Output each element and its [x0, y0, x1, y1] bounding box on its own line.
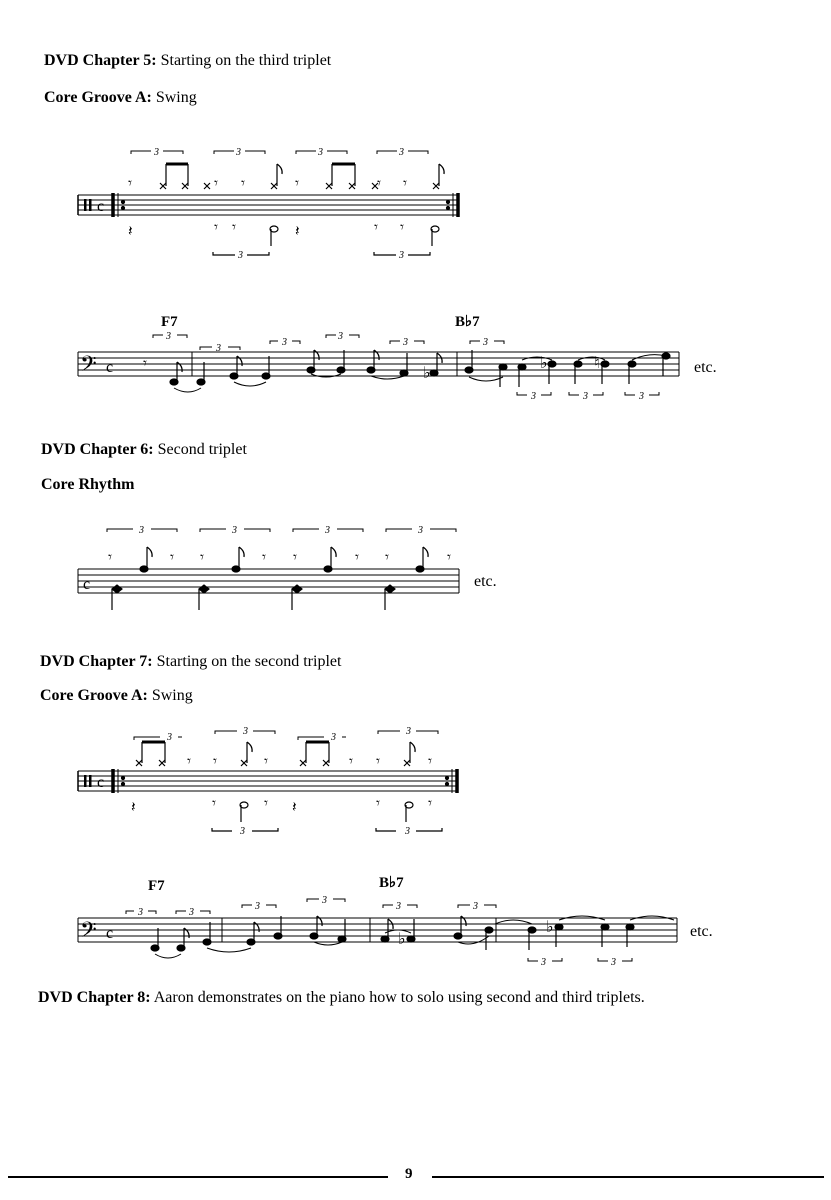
svg-text:𝄽: 𝄽: [128, 222, 133, 240]
etc-1: etc.: [694, 359, 717, 376]
svg-text:3: 3: [236, 147, 241, 158]
svg-text:3: 3: [166, 331, 171, 342]
common-time-4: c: [97, 774, 105, 791]
svg-text:♮: ♮: [594, 355, 600, 372]
bass-notes-2: [151, 916, 634, 951]
svg-text:3: 3: [405, 826, 410, 837]
svg-text:3: 3: [216, 343, 221, 354]
bass-clef-2: 𝄢: [80, 918, 97, 948]
drum-staff-1: [78, 193, 458, 217]
page-number: 9: [405, 1166, 413, 1182]
rhythm-triplet-numbers: [138, 525, 423, 536]
svg-text:𝄾: 𝄾: [212, 794, 216, 812]
svg-text:𝄾: 𝄾: [213, 752, 217, 770]
etc-3: etc.: [690, 923, 713, 940]
chapter-7-groove-heading: Core Groove A: Swing: [40, 687, 193, 704]
bass-clef-1: 𝄢: [80, 352, 97, 382]
rhythm-staff: [78, 569, 459, 593]
svg-text:𝄾: 𝄾: [241, 174, 245, 192]
svg-text:𝄾: 𝄾: [143, 354, 147, 372]
svg-text:3: 3: [238, 250, 243, 261]
svg-text:3: 3: [322, 895, 327, 906]
svg-text:3: 3: [483, 337, 488, 348]
bass-ties-1: [174, 355, 666, 392]
svg-text:3: 3: [611, 957, 616, 968]
svg-text:3: 3: [583, 391, 588, 402]
svg-text:3: 3: [167, 732, 172, 743]
common-time-2: c: [106, 359, 114, 376]
svg-text:3: 3: [639, 391, 644, 402]
chord-bb7-1: B♭7: [455, 314, 480, 330]
drum-rests-lower-2: [131, 794, 432, 816]
svg-text:𝄾: 𝄾: [264, 752, 268, 770]
svg-text:3: 3: [240, 826, 245, 837]
svg-text:𝄾: 𝄾: [385, 548, 389, 566]
svg-text:3: 3: [338, 331, 343, 342]
svg-text:♭: ♭: [546, 919, 554, 936]
triplet-numbers-upper-1: [153, 147, 404, 158]
svg-text:𝄾: 𝄾: [128, 174, 132, 192]
svg-text:𝄾: 𝄾: [377, 174, 381, 192]
rhythm-notes: [112, 547, 428, 610]
chord-f7-1: F7: [161, 314, 178, 330]
svg-text:𝄽: 𝄽: [295, 222, 300, 240]
svg-text:3: 3: [399, 250, 404, 261]
svg-text:𝄾: 𝄾: [187, 752, 191, 770]
footer-rule-right: [432, 1176, 824, 1178]
common-time-3: c: [83, 576, 91, 593]
svg-text:𝄾: 𝄾: [349, 752, 353, 770]
svg-text:♭: ♭: [398, 931, 406, 948]
chapter-6-rhythm-heading: Core Rhythm: [41, 476, 135, 493]
rhythm-rests: [108, 548, 451, 566]
svg-text:3: 3: [255, 901, 260, 912]
bass-rests-1: [143, 354, 147, 372]
svg-text:𝄾: 𝄾: [170, 548, 174, 566]
drum-upper-voice-1: [160, 164, 444, 189]
svg-text:3: 3: [331, 732, 336, 743]
svg-text:3: 3: [154, 147, 159, 158]
svg-text:3: 3: [396, 901, 401, 912]
bass-staff-2: [78, 918, 677, 942]
drum-rests-lower-1: [128, 218, 404, 240]
svg-text:𝄾: 𝄾: [376, 752, 380, 770]
chapter-5-heading: DVD Chapter 5: Starting on the third triplet: [44, 52, 332, 69]
svg-text:3: 3: [243, 726, 248, 737]
svg-text:3: 3: [399, 147, 404, 158]
svg-text:3: 3: [473, 901, 478, 912]
triplet-brackets-upper-2: [134, 731, 438, 740]
svg-text:3: 3: [325, 525, 330, 536]
svg-text:3: 3: [318, 147, 323, 158]
svg-text:𝄾: 𝄾: [355, 548, 359, 566]
drum-rests-upper-2: [187, 752, 432, 770]
chapter-6-heading: DVD Chapter 6: Second triplet: [41, 441, 247, 458]
drum-lower-notes-1: [213, 226, 439, 255]
svg-text:3: 3: [139, 525, 144, 536]
svg-text:𝄾: 𝄾: [374, 218, 378, 236]
triplet-numbers-upper-2: [166, 726, 411, 743]
svg-text:3: 3: [138, 907, 143, 918]
common-time-5: c: [106, 925, 114, 942]
svg-text:𝄾: 𝄾: [403, 174, 407, 192]
chord-f7-2: F7: [148, 878, 165, 894]
chapter-5-groove-heading: Core Groove A: Swing: [44, 89, 197, 106]
triplet-brackets-upper-1: [131, 151, 428, 154]
svg-text:𝄾: 𝄾: [108, 548, 112, 566]
svg-text:𝄾: 𝄾: [264, 794, 268, 812]
footer-rule-left: [8, 1176, 388, 1178]
svg-text:3: 3: [531, 391, 536, 402]
rhythm-triplet-brackets: [107, 529, 456, 532]
svg-text:3: 3: [282, 337, 287, 348]
svg-text:𝄾: 𝄾: [232, 218, 236, 236]
bass-accidentals-1: [423, 355, 600, 382]
chapter-7-heading: DVD Chapter 7: Starting on the second triplet: [40, 653, 342, 670]
svg-text:3: 3: [541, 957, 546, 968]
chapter-8-heading: DVD Chapter 8: Aaron demonstrates on the piano how to solo using second and third triplets.: [38, 989, 645, 1006]
common-time-1: c: [97, 198, 105, 215]
bass-triplet-numbers-2: [137, 895, 616, 968]
svg-text:𝄾: 𝄾: [214, 218, 218, 236]
chord-bb7-2: B♭7: [379, 875, 404, 891]
svg-text:𝄽: 𝄽: [131, 798, 136, 816]
svg-text:𝄾: 𝄾: [262, 548, 266, 566]
svg-text:3: 3: [232, 525, 237, 536]
svg-text:𝄾: 𝄾: [400, 218, 404, 236]
svg-text:𝄾: 𝄾: [200, 548, 204, 566]
svg-text:♭: ♭: [540, 355, 548, 372]
svg-text:3: 3: [418, 525, 423, 536]
drum-rests-upper-1: [128, 174, 407, 192]
svg-text:𝄾: 𝄾: [293, 548, 297, 566]
svg-text:𝄾: 𝄾: [295, 174, 299, 192]
drum-staff-2: [78, 769, 458, 793]
etc-2: etc.: [474, 573, 497, 590]
svg-text:♭: ♭: [423, 365, 431, 382]
svg-text:3: 3: [406, 726, 411, 737]
svg-text:3: 3: [189, 907, 194, 918]
svg-text:𝄾: 𝄾: [428, 794, 432, 812]
svg-text:𝄾: 𝄾: [376, 794, 380, 812]
drum-upper-voice-2: [136, 742, 415, 766]
svg-text:𝄾: 𝄾: [214, 174, 218, 192]
svg-text:𝄾: 𝄾: [447, 548, 451, 566]
svg-text:𝄾: 𝄾: [428, 752, 432, 770]
svg-text:𝄽: 𝄽: [292, 798, 297, 816]
svg-text:3: 3: [403, 337, 408, 348]
